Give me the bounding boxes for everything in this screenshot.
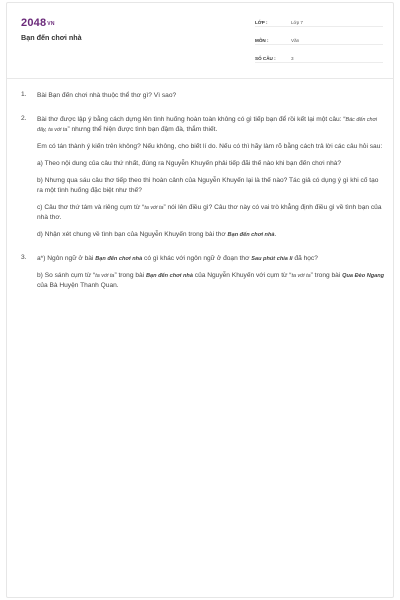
- meta-key: SỐ CÂU :: [255, 56, 276, 61]
- text-segment: a*) Ngôn ngữ ở bài: [37, 255, 96, 262]
- quoted-phrase: ta với ta: [291, 273, 311, 279]
- meta-value: Văn: [291, 38, 300, 43]
- text-segment: có gì khác với ngôn ngữ ở đoạn thơ: [142, 255, 252, 262]
- text-segment: ” trong bài: [310, 272, 343, 279]
- question-body: [37, 115, 385, 240]
- text-segment: đã học?: [292, 255, 318, 262]
- text-segment: b) So sánh cụm từ “: [37, 272, 96, 279]
- question-paragraph: [37, 91, 385, 101]
- work-title: Sau phút chia li: [251, 256, 293, 262]
- question-paragraph: [37, 230, 385, 240]
- quoted-phrase: Bác đến chơi đây, ta với ta: [37, 117, 377, 133]
- question-number: 3.: [21, 254, 27, 261]
- question-item: [19, 91, 385, 101]
- text-segment: ” nói lên điều gì? Câu thơ này có vai trò khẳng định điều gì về tình bạn của nhà thơ.: [37, 204, 382, 221]
- meta-key: MÔN :: [255, 38, 269, 43]
- question-paragraph: [37, 142, 385, 152]
- text-segment: của Bà Huyện Thanh Quan.: [37, 282, 119, 289]
- quoted-phrase: ta với ta: [144, 205, 164, 211]
- worksheet-page: [6, 2, 394, 598]
- work-title: Bạn đến chơi nhà: [227, 232, 275, 238]
- logo-text: 2048: [21, 17, 47, 29]
- question-item: [19, 254, 385, 291]
- question-paragraph: [37, 271, 385, 291]
- question-paragraph: [37, 115, 385, 135]
- logo-suffix: VN: [47, 21, 55, 27]
- text-segment: Bài thơ được lập ý bằng cách dựng lên tình huống hoàn toàn không có gì tiếp bạn để rồi kết lại một câu: “: [37, 116, 346, 123]
- quoted-phrase: ta với ta: [95, 273, 115, 279]
- question-body: [37, 254, 385, 291]
- text-segment: ” trong bài: [114, 272, 146, 279]
- meta-info: [255, 16, 383, 70]
- text-segment: c) Câu thơ thứ tám và riêng cụm từ “: [37, 204, 145, 211]
- question-paragraph: [37, 254, 385, 264]
- text-segment: .: [274, 231, 277, 238]
- worksheet-header: [7, 3, 393, 79]
- work-title: Qua Đèo Ngang: [342, 273, 385, 279]
- question-paragraph: [37, 159, 385, 169]
- text-segment: Bài Bạn đến chơi nhà thuộc thể thơ gì? Vì sao?: [37, 92, 177, 99]
- question-item: [19, 115, 385, 240]
- text-segment: d) Nhận xét chung về tình bạn của Nguyễn Khuyến trong bài thơ: [37, 231, 228, 238]
- meta-row-grade: [255, 16, 383, 27]
- text-segment: Em có tán thành ý kiến trên không? Nếu không, cho biết lí do. Nếu có thì hãy làm rõ bằng cách trả lời các câu hỏi sau:: [37, 143, 383, 150]
- lesson-title: Bạn đến chơi nhà: [21, 33, 82, 42]
- text-segment: b) Nhưng qua sáu câu thơ tiếp theo thì hoàn cảnh của Nguyễn Khuyến lại là thế nào? Tác giả có dụng ý gì khi cố tạo ra một tình huống đặc biệt như thế?: [37, 177, 379, 194]
- site-logo[interactable]: [21, 17, 55, 29]
- meta-key: LỚP :: [255, 20, 268, 25]
- work-title: Bạn đến chơi nhà: [95, 256, 143, 262]
- question-paragraph: [37, 176, 385, 196]
- question-number: 1.: [21, 91, 27, 98]
- question-body: [37, 91, 385, 101]
- question-list: [19, 91, 385, 305]
- question-paragraph: [37, 203, 385, 223]
- question-number: 2.: [21, 115, 27, 122]
- meta-value: 3: [291, 56, 294, 61]
- meta-row-subject: [255, 34, 383, 45]
- work-title: Bạn đến chơi nhà: [145, 273, 193, 279]
- meta-row-question-count: [255, 52, 383, 63]
- text-segment: a) Theo nội dung của câu thứ nhất, đúng ra Nguyễn Khuyến phải tiếp đãi thế nào khi bạn đến chơi nhà?: [37, 160, 342, 167]
- text-segment: ” nhưng thể hiện được tình bạn đậm đà, thắm thiết.: [67, 126, 218, 133]
- text-segment: của Nguyễn Khuyến với cụm từ “: [192, 272, 292, 279]
- meta-value: Lớp 7: [291, 20, 303, 25]
